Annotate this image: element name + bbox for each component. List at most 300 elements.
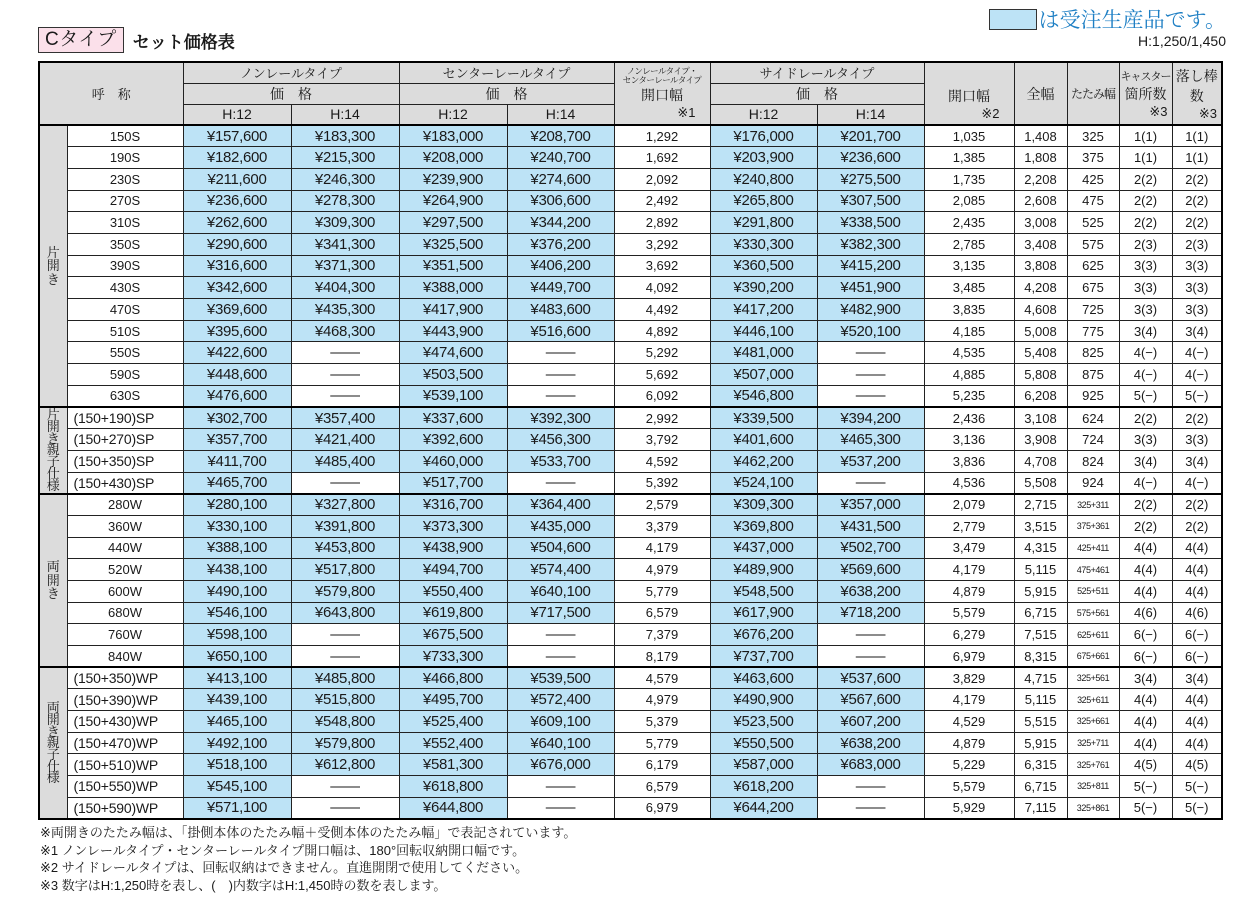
table-row bbox=[39, 494, 1222, 516]
price-cr14: ¥274,600 bbox=[507, 168, 614, 190]
price-nr14: —— bbox=[291, 797, 399, 819]
caster-count: 4(−) bbox=[1119, 472, 1172, 494]
side-opening-width: 5,929 bbox=[924, 797, 1014, 819]
table-row bbox=[39, 754, 1222, 776]
price-cr14: ¥609,100 bbox=[507, 711, 614, 733]
fold-width: 624 bbox=[1067, 407, 1119, 429]
side-opening-width: 3,836 bbox=[924, 450, 1014, 472]
group-label bbox=[39, 125, 67, 407]
side-opening-width: 5,235 bbox=[924, 385, 1014, 407]
side-opening-width: 1,385 bbox=[924, 147, 1014, 169]
price-sr12: ¥618,200 bbox=[710, 776, 817, 798]
side-opening-width: 3,479 bbox=[924, 537, 1014, 559]
opening-width: 5,392 bbox=[614, 472, 710, 494]
opening-width: 5,692 bbox=[614, 364, 710, 386]
group-label-char: 片 bbox=[46, 407, 60, 423]
price-sr14: —— bbox=[817, 364, 924, 386]
total-width: 5,115 bbox=[1014, 559, 1067, 581]
price-nr12: ¥290,600 bbox=[183, 233, 291, 255]
price-nr14: —— bbox=[291, 624, 399, 646]
dropbar-count: 1(1) bbox=[1172, 147, 1222, 169]
fold-width: 625+611 bbox=[1067, 624, 1119, 646]
opening-width: 4,592 bbox=[614, 450, 710, 472]
opening-width: 1,292 bbox=[614, 125, 710, 147]
dropbar-count: 3(3) bbox=[1172, 277, 1222, 299]
caster-count: 3(3) bbox=[1119, 299, 1172, 321]
header-cr-h12: H:12 bbox=[399, 104, 507, 125]
caster-count: 3(4) bbox=[1119, 320, 1172, 342]
price-sr14: —— bbox=[817, 624, 924, 646]
price-nr14: ¥579,800 bbox=[291, 580, 399, 602]
table-row bbox=[39, 255, 1222, 277]
price-sr14: ¥537,200 bbox=[817, 450, 924, 472]
price-cr12: ¥337,600 bbox=[399, 407, 507, 429]
product-name: 520W bbox=[67, 559, 183, 581]
price-sr14: ¥607,200 bbox=[817, 711, 924, 733]
caster-count: 4(4) bbox=[1119, 732, 1172, 754]
price-sr12: ¥617,900 bbox=[710, 602, 817, 624]
legend bbox=[989, 4, 1226, 34]
product-name: 190S bbox=[67, 147, 183, 169]
price-nr14: ¥404,300 bbox=[291, 277, 399, 299]
total-width: 3,008 bbox=[1014, 212, 1067, 234]
opening-width: 5,379 bbox=[614, 711, 710, 733]
table-row bbox=[39, 537, 1222, 559]
price-sr12: ¥737,700 bbox=[710, 646, 817, 668]
fold-width: 724 bbox=[1067, 429, 1119, 451]
price-cr14: ¥435,000 bbox=[507, 515, 614, 537]
caster-count: 2(2) bbox=[1119, 407, 1172, 429]
note-2: ※2 サイドレールタイプは、回転収納はできません。直進開閉で使用してください。 bbox=[40, 860, 529, 875]
price-nr14: ¥371,300 bbox=[291, 255, 399, 277]
price-cr12: ¥208,000 bbox=[399, 147, 507, 169]
fold-width: 875 bbox=[1067, 364, 1119, 386]
price-sr14: ¥502,700 bbox=[817, 537, 924, 559]
side-opening-width: 6,979 bbox=[924, 646, 1014, 668]
header-side-opening bbox=[924, 62, 1014, 125]
dropbar-count: 3(3) bbox=[1172, 255, 1222, 277]
product-name: 230S bbox=[67, 168, 183, 190]
price-cr14: ¥392,300 bbox=[507, 407, 614, 429]
legend-text: は受注生産品です。 bbox=[1038, 9, 1226, 32]
dropbar-label-2: 数 bbox=[1189, 87, 1204, 104]
caster-count: 4(4) bbox=[1119, 711, 1172, 733]
side-opening-width: 3,835 bbox=[924, 299, 1014, 321]
total-width: 5,115 bbox=[1014, 689, 1067, 711]
product-name: 600W bbox=[67, 580, 183, 602]
footnotes bbox=[40, 824, 576, 894]
total-width: 1,808 bbox=[1014, 147, 1067, 169]
caster-count: 3(4) bbox=[1119, 667, 1172, 689]
price-sr14: —— bbox=[817, 385, 924, 407]
total-width: 6,315 bbox=[1014, 754, 1067, 776]
caster-count: 4(−) bbox=[1119, 364, 1172, 386]
fold-width: 825 bbox=[1067, 342, 1119, 364]
price-cr14: ¥533,700 bbox=[507, 450, 614, 472]
price-sr14: ¥382,300 bbox=[817, 233, 924, 255]
group-label bbox=[39, 667, 67, 819]
side-opening-width: 5,579 bbox=[924, 602, 1014, 624]
price-nr14: —— bbox=[291, 342, 399, 364]
header-siderail: サイドレールタイプ bbox=[710, 62, 924, 83]
dropbar-count: 4(−) bbox=[1172, 472, 1222, 494]
caster-label-1: キャスター bbox=[1120, 70, 1171, 83]
dropbar-count: 4(4) bbox=[1172, 559, 1222, 581]
total-width: 7,515 bbox=[1014, 624, 1067, 646]
price-nr14: ¥421,400 bbox=[291, 429, 399, 451]
price-cr14: ¥376,200 bbox=[507, 233, 614, 255]
fold-width: 325+611 bbox=[1067, 689, 1119, 711]
price-sr14: ¥307,500 bbox=[817, 190, 924, 212]
caster-count: 2(3) bbox=[1119, 233, 1172, 255]
price-nr12: ¥342,600 bbox=[183, 277, 291, 299]
caster-count: 2(2) bbox=[1119, 515, 1172, 537]
ref-2: ※2 bbox=[981, 106, 1000, 121]
table-row bbox=[39, 559, 1222, 581]
product-name: 840W bbox=[67, 646, 183, 668]
opening-width: 5,779 bbox=[614, 732, 710, 754]
side-opening-width: 4,529 bbox=[924, 711, 1014, 733]
price-cr12: ¥239,900 bbox=[399, 168, 507, 190]
price-sr12: ¥489,900 bbox=[710, 559, 817, 581]
table-row bbox=[39, 212, 1222, 234]
table-row bbox=[39, 472, 1222, 494]
side-opening-width: 4,536 bbox=[924, 472, 1014, 494]
price-nr14: ¥485,400 bbox=[291, 450, 399, 472]
total-width: 4,608 bbox=[1014, 299, 1067, 321]
fold-width: 675 bbox=[1067, 277, 1119, 299]
price-nr14: ¥468,300 bbox=[291, 320, 399, 342]
price-nr12: ¥545,100 bbox=[183, 776, 291, 798]
total-width: 3,908 bbox=[1014, 429, 1067, 451]
price-nr14: ¥246,300 bbox=[291, 168, 399, 190]
price-sr14: —— bbox=[817, 776, 924, 798]
price-nr14: —— bbox=[291, 646, 399, 668]
price-sr12: ¥550,500 bbox=[710, 732, 817, 754]
group-label-char: き bbox=[46, 586, 60, 602]
side-opening-width: 6,279 bbox=[924, 624, 1014, 646]
group-label-char: 子 bbox=[46, 746, 60, 762]
fold-width: 475 bbox=[1067, 190, 1119, 212]
price-cr12: ¥264,900 bbox=[399, 190, 507, 212]
group-label-char: 親 bbox=[46, 442, 60, 458]
price-cr14: ¥574,400 bbox=[507, 559, 614, 581]
total-width: 5,008 bbox=[1014, 320, 1067, 342]
dropbar-count: 5(−) bbox=[1172, 385, 1222, 407]
total-width: 5,808 bbox=[1014, 364, 1067, 386]
price-cr12: ¥495,700 bbox=[399, 689, 507, 711]
side-opening-width: 2,785 bbox=[924, 233, 1014, 255]
side-opening-width: 1,035 bbox=[924, 125, 1014, 147]
price-nr14: ¥341,300 bbox=[291, 233, 399, 255]
caster-count: 4(4) bbox=[1119, 537, 1172, 559]
opening-width: 2,492 bbox=[614, 190, 710, 212]
dropbar-count: 5(−) bbox=[1172, 776, 1222, 798]
opening-width: 5,779 bbox=[614, 580, 710, 602]
price-cr14: —— bbox=[507, 624, 614, 646]
caster-count: 5(−) bbox=[1119, 776, 1172, 798]
header-dropbar bbox=[1172, 62, 1222, 125]
table-row bbox=[39, 624, 1222, 646]
dropbar-count: 3(3) bbox=[1172, 429, 1222, 451]
total-width: 2,715 bbox=[1014, 494, 1067, 516]
header-fold-width: たたみ幅 bbox=[1067, 62, 1119, 125]
table-row bbox=[39, 125, 1222, 147]
dropbar-count: 4(−) bbox=[1172, 342, 1222, 364]
opening-width: 7,379 bbox=[614, 624, 710, 646]
price-sr12: ¥369,800 bbox=[710, 515, 817, 537]
price-nr12: ¥316,600 bbox=[183, 255, 291, 277]
price-sr12: ¥390,200 bbox=[710, 277, 817, 299]
side-opening-width: 2,085 bbox=[924, 190, 1014, 212]
opening-width: 4,092 bbox=[614, 277, 710, 299]
price-nr14: ¥327,800 bbox=[291, 494, 399, 516]
price-cr14: ¥456,300 bbox=[507, 429, 614, 451]
fold-width: 325+761 bbox=[1067, 754, 1119, 776]
price-cr14: ¥306,600 bbox=[507, 190, 614, 212]
dropbar-count: 2(2) bbox=[1172, 168, 1222, 190]
dropbar-count: 5(−) bbox=[1172, 797, 1222, 819]
caster-count: 6(−) bbox=[1119, 624, 1172, 646]
price-sr14: ¥520,100 bbox=[817, 320, 924, 342]
side-opening-width: 2,436 bbox=[924, 407, 1014, 429]
price-cr12: ¥733,300 bbox=[399, 646, 507, 668]
header-cr-h14: H:14 bbox=[507, 104, 614, 125]
price-nr12: ¥571,100 bbox=[183, 797, 291, 819]
price-cr12: ¥552,400 bbox=[399, 732, 507, 754]
page-title: セット価格表 bbox=[132, 32, 235, 52]
price-cr14: —— bbox=[507, 797, 614, 819]
price-nr14: ¥391,800 bbox=[291, 515, 399, 537]
dropbar-count: 2(2) bbox=[1172, 407, 1222, 429]
price-nr12: ¥422,600 bbox=[183, 342, 291, 364]
price-cr12: ¥494,700 bbox=[399, 559, 507, 581]
table-row bbox=[39, 407, 1222, 429]
price-nr14: ¥517,800 bbox=[291, 559, 399, 581]
total-width: 6,208 bbox=[1014, 385, 1067, 407]
side-opening-width: 2,435 bbox=[924, 212, 1014, 234]
header-caster bbox=[1119, 62, 1172, 125]
price-sr12: ¥644,200 bbox=[710, 797, 817, 819]
caster-count: 2(2) bbox=[1119, 168, 1172, 190]
price-cr14: ¥240,700 bbox=[507, 147, 614, 169]
table-row bbox=[39, 342, 1222, 364]
product-name: 310S bbox=[67, 212, 183, 234]
price-cr12: ¥417,900 bbox=[399, 299, 507, 321]
price-cr12: ¥316,700 bbox=[399, 494, 507, 516]
opening-width: 4,979 bbox=[614, 559, 710, 581]
product-name: 680W bbox=[67, 602, 183, 624]
price-nr14: ¥309,300 bbox=[291, 212, 399, 234]
total-width: 6,715 bbox=[1014, 602, 1067, 624]
dropbar-count: 2(2) bbox=[1172, 190, 1222, 212]
price-sr14: ¥465,300 bbox=[817, 429, 924, 451]
opening-width: 6,092 bbox=[614, 385, 710, 407]
fold-width: 325+661 bbox=[1067, 711, 1119, 733]
price-sr12: ¥524,100 bbox=[710, 472, 817, 494]
price-cr12: ¥443,900 bbox=[399, 320, 507, 342]
price-cr14: —— bbox=[507, 776, 614, 798]
total-width: 3,808 bbox=[1014, 255, 1067, 277]
group-label-char: き bbox=[46, 271, 60, 287]
price-nr12: ¥546,100 bbox=[183, 602, 291, 624]
total-width: 2,608 bbox=[1014, 190, 1067, 212]
group-label-char: 様 bbox=[46, 770, 60, 786]
price-cr12: ¥474,600 bbox=[399, 342, 507, 364]
caster-count: 3(4) bbox=[1119, 450, 1172, 472]
price-nr12: ¥439,100 bbox=[183, 689, 291, 711]
side-opening-width: 2,079 bbox=[924, 494, 1014, 516]
price-nr14: ¥215,300 bbox=[291, 147, 399, 169]
price-sr12: ¥339,500 bbox=[710, 407, 817, 429]
side-opening-width: 2,779 bbox=[924, 515, 1014, 537]
price-nr12: ¥157,600 bbox=[183, 125, 291, 147]
opening-width: 4,179 bbox=[614, 537, 710, 559]
header-nonrail: ノンレールタイプ bbox=[183, 62, 399, 83]
price-cr12: ¥618,800 bbox=[399, 776, 507, 798]
side-opening-width: 4,179 bbox=[924, 559, 1014, 581]
group-label-char: 両 bbox=[46, 700, 60, 716]
price-cr14: ¥208,700 bbox=[507, 125, 614, 147]
opening-width: 5,292 bbox=[614, 342, 710, 364]
price-nr14: ¥643,800 bbox=[291, 602, 399, 624]
dropbar-count: 4(6) bbox=[1172, 602, 1222, 624]
price-sr14: —— bbox=[817, 797, 924, 819]
dropbar-count: 4(4) bbox=[1172, 537, 1222, 559]
group-label-char: 開 bbox=[46, 258, 60, 274]
total-width: 4,715 bbox=[1014, 667, 1067, 689]
opening-width: 6,979 bbox=[614, 797, 710, 819]
fold-width: 325+861 bbox=[1067, 797, 1119, 819]
fold-width: 375+361 bbox=[1067, 515, 1119, 537]
price-nr12: ¥448,600 bbox=[183, 364, 291, 386]
price-cr14: —— bbox=[507, 364, 614, 386]
price-cr12: ¥550,400 bbox=[399, 580, 507, 602]
group-label-char: 開 bbox=[46, 572, 60, 588]
price-cr14: ¥676,000 bbox=[507, 754, 614, 776]
opening-width: 6,179 bbox=[614, 754, 710, 776]
price-nr14: ¥548,800 bbox=[291, 711, 399, 733]
fold-width: 475+461 bbox=[1067, 559, 1119, 581]
group-label-char: 片 bbox=[46, 244, 60, 260]
group-label bbox=[39, 494, 67, 668]
price-nr12: ¥369,600 bbox=[183, 299, 291, 321]
opening-width: 4,979 bbox=[614, 689, 710, 711]
price-sr12: ¥176,000 bbox=[710, 125, 817, 147]
product-name: (150+470)WP bbox=[67, 732, 183, 754]
group-label-char: 仕 bbox=[46, 758, 60, 774]
price-sr12: ¥548,500 bbox=[710, 580, 817, 602]
price-cr14: ¥717,500 bbox=[507, 602, 614, 624]
product-name: 760W bbox=[67, 624, 183, 646]
opening-width: 6,579 bbox=[614, 776, 710, 798]
price-nr12: ¥182,600 bbox=[183, 147, 291, 169]
table-row bbox=[39, 450, 1222, 472]
product-name: 350S bbox=[67, 233, 183, 255]
opening-width: 4,492 bbox=[614, 299, 710, 321]
price-sr12: ¥463,600 bbox=[710, 667, 817, 689]
price-cr12: ¥392,600 bbox=[399, 429, 507, 451]
caster-count: 2(2) bbox=[1119, 190, 1172, 212]
table-row bbox=[39, 667, 1222, 689]
caster-count: 1(1) bbox=[1119, 147, 1172, 169]
fold-width: 725 bbox=[1067, 299, 1119, 321]
price-nr12: ¥598,100 bbox=[183, 624, 291, 646]
price-cr12: ¥388,000 bbox=[399, 277, 507, 299]
side-opening-width: 5,229 bbox=[924, 754, 1014, 776]
product-name: 280W bbox=[67, 494, 183, 516]
price-nr12: ¥650,100 bbox=[183, 646, 291, 668]
ref-1: ※1 bbox=[677, 104, 696, 120]
product-name: (150+430)SP bbox=[67, 472, 183, 494]
side-opening-width: 4,879 bbox=[924, 732, 1014, 754]
header-sr-h12: H:12 bbox=[710, 104, 817, 125]
ref-3a: ※3 bbox=[1149, 103, 1168, 119]
price-cr12: ¥581,300 bbox=[399, 754, 507, 776]
group-label bbox=[39, 407, 67, 494]
price-nr14: —— bbox=[291, 385, 399, 407]
opening-width: 3,292 bbox=[614, 233, 710, 255]
table-row bbox=[39, 147, 1222, 169]
price-cr14: ¥572,400 bbox=[507, 689, 614, 711]
fold-width: 775 bbox=[1067, 320, 1119, 342]
group-label-char: 両 bbox=[46, 558, 60, 574]
price-nr12: ¥236,600 bbox=[183, 190, 291, 212]
caster-count: 2(2) bbox=[1119, 212, 1172, 234]
side-opening-width: 1,735 bbox=[924, 168, 1014, 190]
product-name: 150S bbox=[67, 125, 183, 147]
price-cr14: ¥483,600 bbox=[507, 299, 614, 321]
side-opening-width: 3,829 bbox=[924, 667, 1014, 689]
price-sr12: ¥481,000 bbox=[710, 342, 817, 364]
table-row bbox=[39, 385, 1222, 407]
opening-width: 8,179 bbox=[614, 646, 710, 668]
price-nr12: ¥465,100 bbox=[183, 711, 291, 733]
note-0: ※両開きのたたみ幅は、「掛側本体のたたみ幅＋受側本体のたたみ幅」で表記されています。 bbox=[40, 825, 577, 840]
price-nr14: ¥453,800 bbox=[291, 537, 399, 559]
price-cr14: ¥406,200 bbox=[507, 255, 614, 277]
price-cr12: ¥619,800 bbox=[399, 602, 507, 624]
caster-count: 4(−) bbox=[1119, 342, 1172, 364]
price-nr14: ¥278,300 bbox=[291, 190, 399, 212]
price-cr12: ¥373,300 bbox=[399, 515, 507, 537]
price-sr14: ¥357,000 bbox=[817, 494, 924, 516]
total-width: 5,508 bbox=[1014, 472, 1067, 494]
product-name: 590S bbox=[67, 364, 183, 386]
price-cr12: ¥438,900 bbox=[399, 537, 507, 559]
price-cr14: —— bbox=[507, 472, 614, 494]
price-nr14: ¥579,800 bbox=[291, 732, 399, 754]
opening-width: 3,379 bbox=[614, 515, 710, 537]
group-label-char: き bbox=[46, 723, 60, 739]
dropbar-count: 6(−) bbox=[1172, 646, 1222, 668]
price-sr14: ¥567,600 bbox=[817, 689, 924, 711]
caster-count: 4(4) bbox=[1119, 580, 1172, 602]
total-width: 3,108 bbox=[1014, 407, 1067, 429]
product-name: (150+270)SP bbox=[67, 429, 183, 451]
side-opening-width: 4,179 bbox=[924, 689, 1014, 711]
price-cr12: ¥539,100 bbox=[399, 385, 507, 407]
price-sr14: ¥638,200 bbox=[817, 580, 924, 602]
price-nr12: ¥302,700 bbox=[183, 407, 291, 429]
ref-3b: ※3 bbox=[1198, 105, 1217, 121]
price-sr14: ¥569,600 bbox=[817, 559, 924, 581]
total-width: 5,915 bbox=[1014, 732, 1067, 754]
price-nr12: ¥465,700 bbox=[183, 472, 291, 494]
fold-width: 325 bbox=[1067, 125, 1119, 147]
dropbar-count: 4(4) bbox=[1172, 689, 1222, 711]
product-name: 550S bbox=[67, 342, 183, 364]
